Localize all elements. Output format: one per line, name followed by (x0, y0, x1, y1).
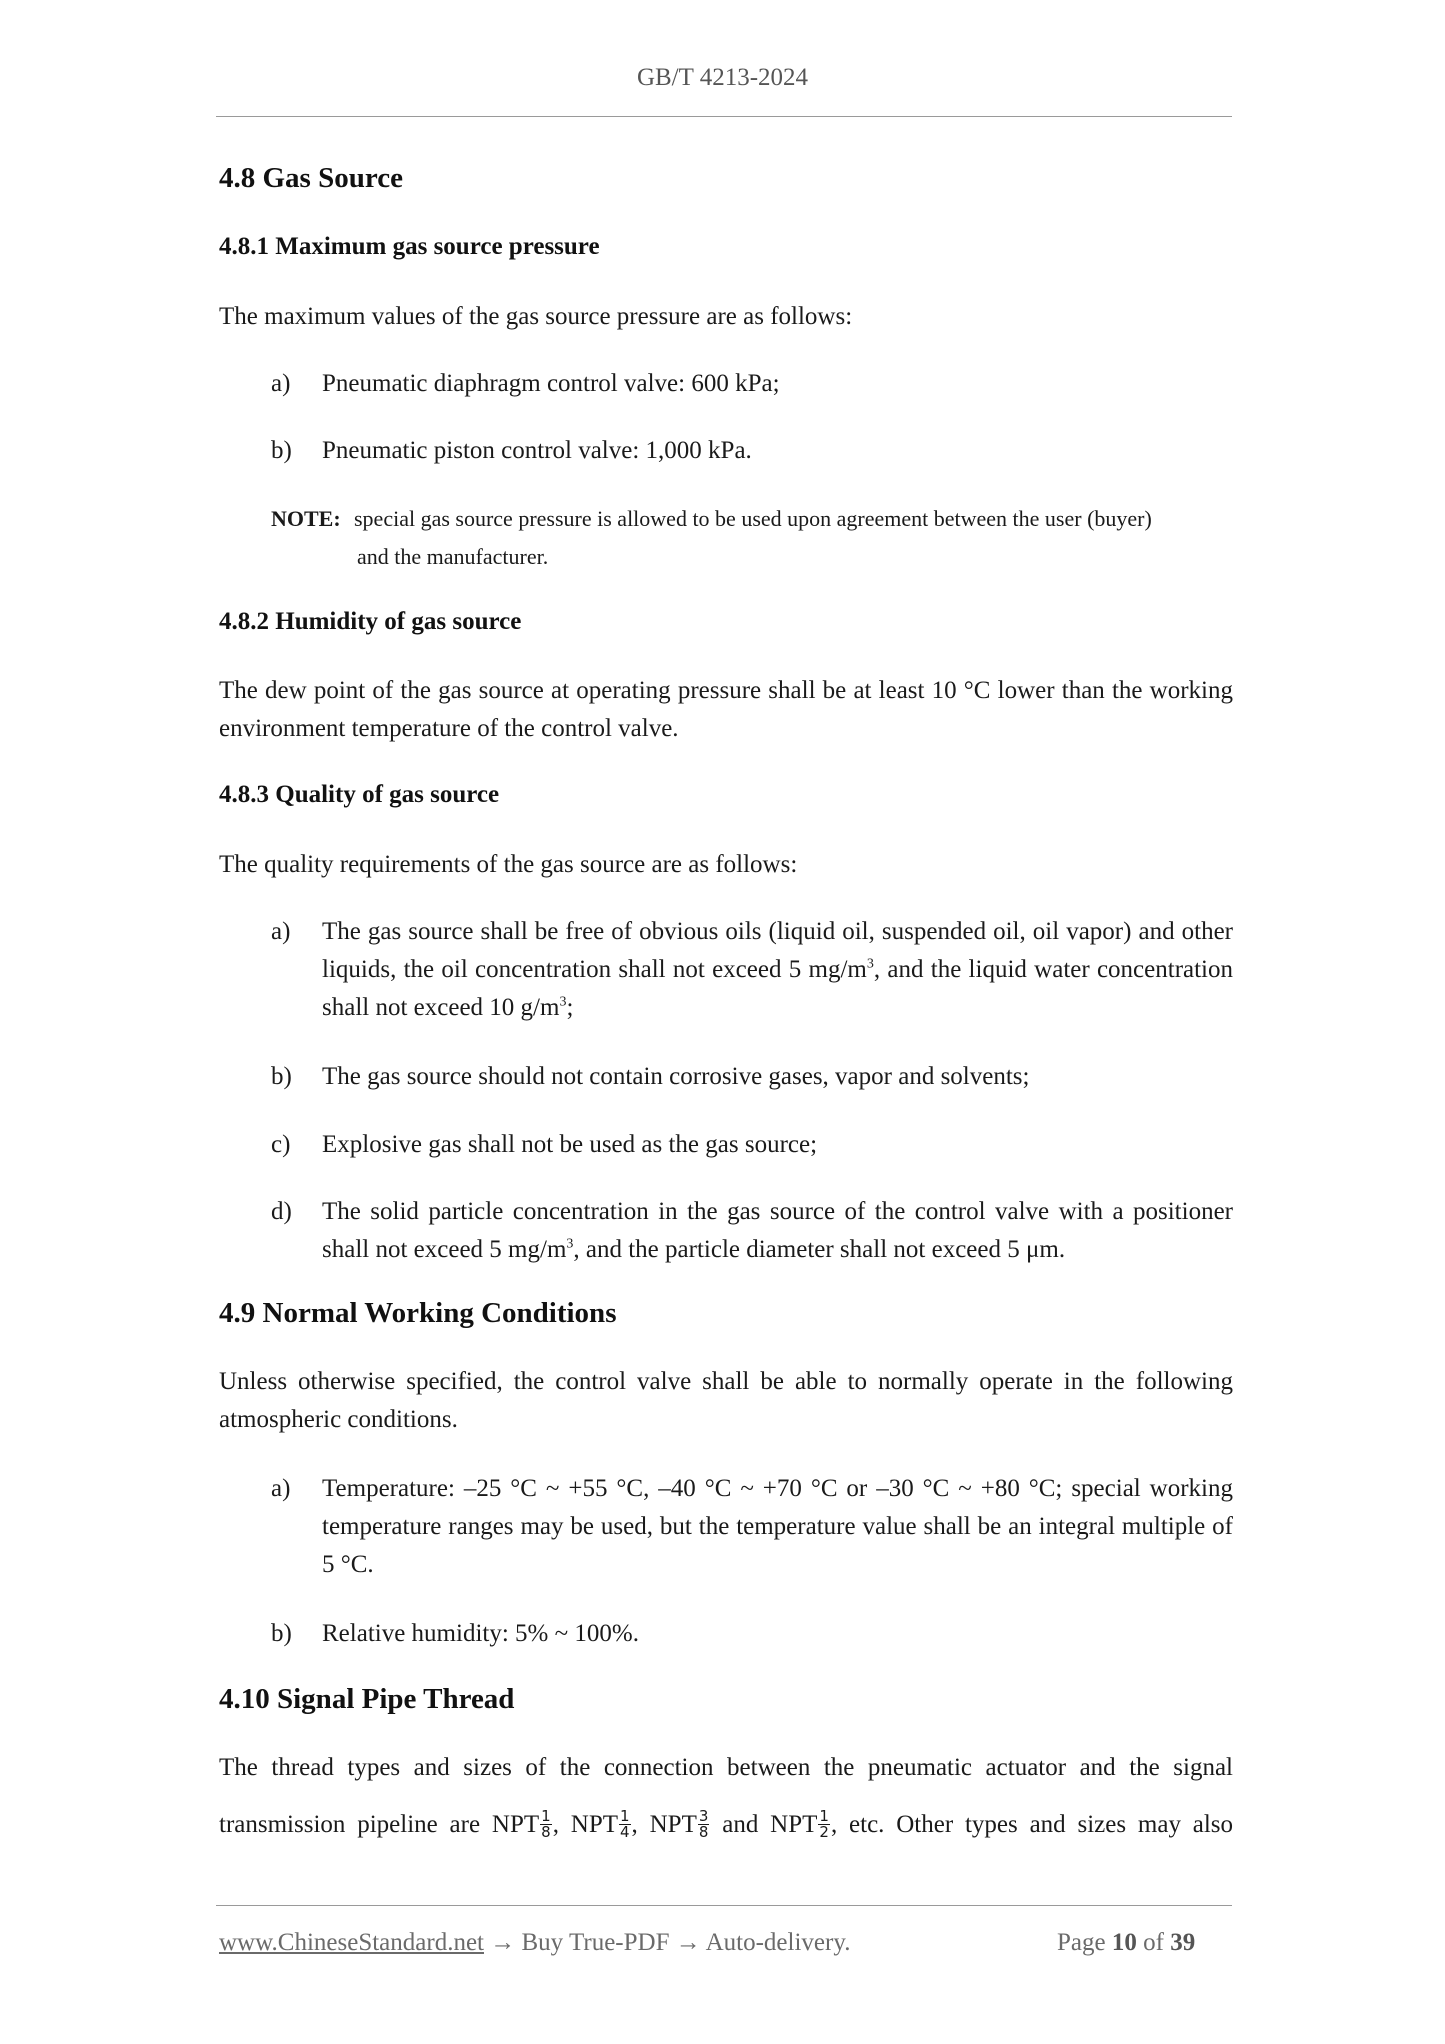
list-item-text: Temperature: –25 °C ~ +55 °C, –40 °C ~ +70 °C or –30 °C ~ +80 °C; special working temperature ranges may be used, but the temperature value shall be an integral multiple of 5 °C. (322, 1475, 1233, 1578)
total-page-count: 39 (1170, 1929, 1196, 1956)
paragraph-4-9-intro: Unless otherwise specified, the control valve shall be able to normally operate in the following atmospheric conditions. (219, 1368, 1233, 1433)
list-label: a) (271, 918, 291, 945)
section-title-4-8: 4.8 Gas Source (219, 162, 403, 194)
list-label: a) (271, 1475, 291, 1502)
arrow-right-icon: → (675, 1929, 701, 1956)
footer-page-indicator: Page 10 of 39 (1057, 1929, 1196, 1956)
fraction: $\frac{1}{2}$ (819, 1806, 829, 1841)
list-item-text: Relative humidity: 5% ~ 100%. (322, 1620, 639, 1647)
list-label: b) (271, 1063, 292, 1090)
list-item-text: Pneumatic piston control valve: 1,000 kPa. (322, 437, 752, 464)
section-title-4-8-2: 4.8.2 Humidity of gas source (219, 608, 522, 635)
paragraph-4-10-line-2: transmission pipeline are NPT $\frac{1}{8}$ , NPT $\frac{1}{4}$ , NPT $\frac{3}{8}$ and NPT $\frac{1}{2}$ , etc. Other types and sizes may also (219, 1806, 1234, 1841)
list-label: b) (271, 437, 292, 464)
note-line-2: and the manufacturer. (357, 544, 549, 569)
list-label: a) (271, 370, 291, 397)
list-label: d) (271, 1198, 292, 1225)
superscript: 3 (866, 956, 874, 972)
superscript: 3 (559, 994, 567, 1010)
superscript: 3 (566, 1236, 574, 1252)
fraction: $\frac{3}{8}$ (698, 1806, 709, 1841)
footer-auto-text: Auto-delivery. (705, 1929, 851, 1956)
list-item-text: Pneumatic diaphragm control valve: 600 kPa; (322, 370, 780, 397)
arrow-right-icon: → (490, 1929, 516, 1956)
fraction: $\frac{1}{4}$ (620, 1806, 630, 1841)
current-page-number: 10 (1111, 1929, 1137, 1956)
list-item-text: The solid particle concentration in the gas source of the control valve with a positioner shall not exceed 5 $mg/m^3$, and the particle diameter shall not exceed 5 μm. (322, 1198, 1233, 1263)
section-title-4-10: 4.10 Signal Pipe Thread (219, 1683, 515, 1715)
fraction: $\frac{1}{8}$ (541, 1806, 551, 1841)
header-rule (216, 116, 1232, 117)
header-doc-code: GB/T 4213-2024 (636, 64, 809, 91)
list-label: c) (271, 1131, 291, 1158)
footer-site-link[interactable]: www.ChineseStandard.net (219, 1929, 484, 1956)
paragraph-4-8-3-intro: The quality requirements of the gas source are as follows: (219, 851, 798, 878)
footer-rule (216, 1905, 1232, 1906)
list-item-text: The gas source should not contain corrosive gases, vapor and solvents; (322, 1063, 1030, 1090)
list-item-text: The gas source shall be free of obvious oils (liquid oil, suspended oil, oil vapor) and other liquids, the oil concentration shall not exceed 5 $mg/m^3$, and the liquid water concentration shall not exceed 10 $g/m^3$; (322, 918, 1234, 1021)
footer-buy-text: Buy True-PDF (521, 1929, 670, 1956)
note-label: NOTE: (271, 506, 341, 531)
paragraph-4-8-1-intro: The maximum values of the gas source pressure are as follows: (219, 303, 853, 330)
section-title-4-9: 4.9 Normal Working Conditions (219, 1297, 617, 1329)
note-line-1: special gas source pressure is allowed to be used upon agreement between the user (buyer) (354, 506, 1152, 531)
footer-left (219, 1929, 850, 1957)
list-label: b) (271, 1620, 292, 1647)
list-item-text: Explosive gas shall not be used as the gas source; (322, 1131, 818, 1158)
paragraph-4-10-line-1: The thread types and sizes of the connection between the pneumatic actuator and the signal (219, 1754, 1233, 1781)
section-title-4-8-1: 4.8.1 Maximum gas source pressure (219, 233, 600, 260)
paragraph-4-8-2: The dew point of the gas source at operating pressure shall be at least 10 °C lower than the working environment temperature of the control valve. (219, 677, 1233, 742)
section-title-4-8-3: 4.8.3 Quality of gas source (219, 781, 500, 808)
